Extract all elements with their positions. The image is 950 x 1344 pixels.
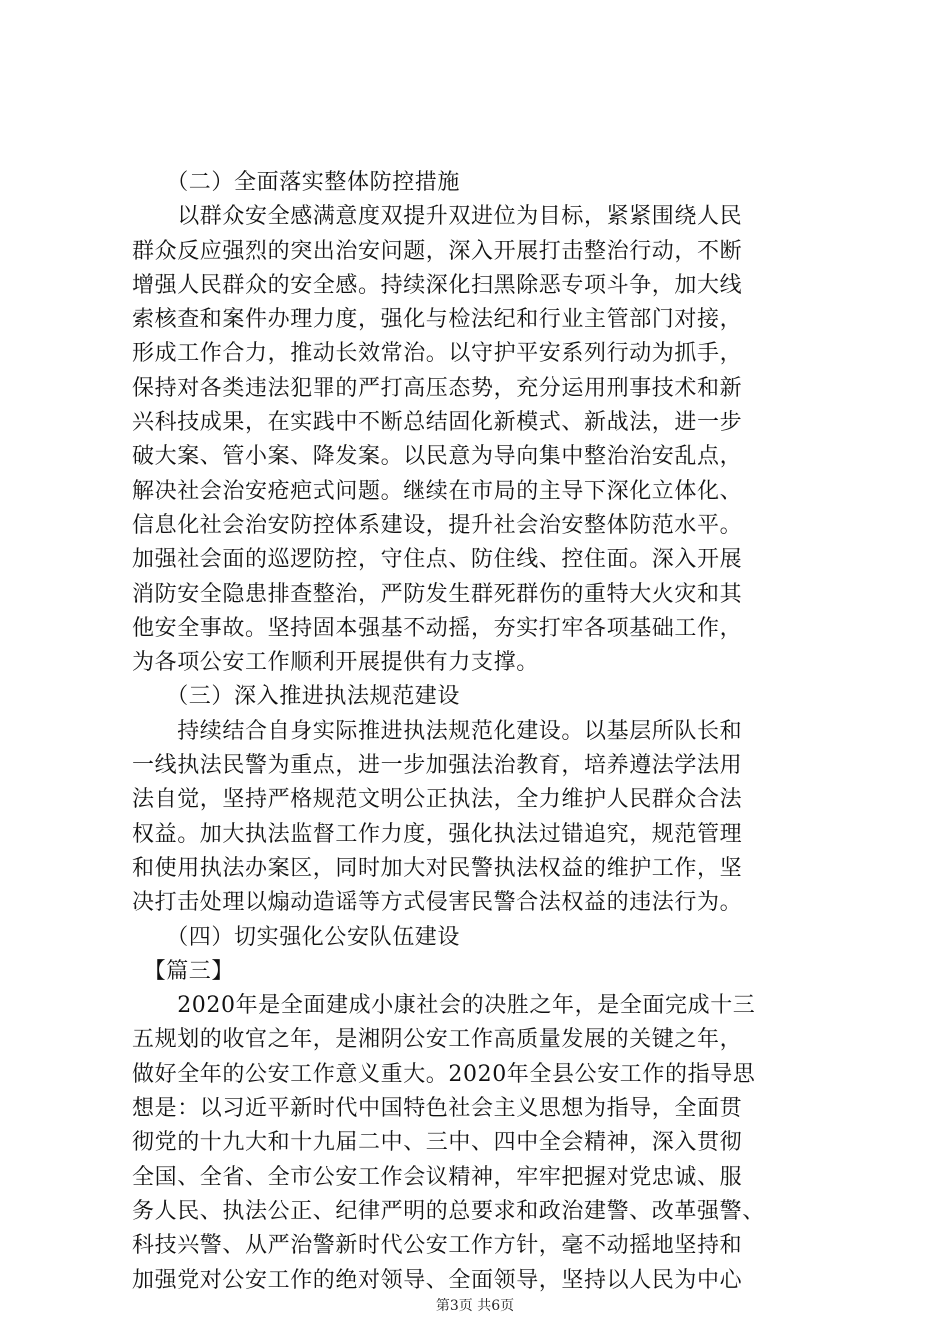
text-line: 做好全年的公安工作意义重大。2020年全县公安工作的指导思 xyxy=(132,1061,756,1087)
text-line: 科技兴警、从严治警新时代公安工作方针，毫不动摇地坚持和 xyxy=(132,1233,743,1259)
text-line: 彻党的十九大和十九届二中、三中、四中全会精神，深入贯彻 xyxy=(132,1130,743,1156)
text-line: 权益。加大执法监督工作力度，强化执法过错追究，规范管理 xyxy=(132,821,743,847)
page-footer: 第3页 共6页 xyxy=(435,1298,515,1314)
text-line: 形成工作合力，推动长效常治。以守护平安系列行动为抓手， xyxy=(132,341,743,367)
text-line: 想是：以习近平新时代中国特色社会主义思想为指导，全面贯 xyxy=(132,1096,743,1122)
text-line: 一线执法民警为重点，进一步加强法治教育，培养遵法学法用 xyxy=(132,753,743,779)
text-line: 持续结合自身实际推进执法规范化建设。以基层所队长和 xyxy=(132,718,743,744)
text-line: 决打击处理以煽动造谣等方式侵害民警合法权益的违法行为。 xyxy=(132,890,743,916)
text-line: 增强人民群众的安全感。持续深化扫黑除恶专项斗争，加大线 xyxy=(132,272,743,298)
text-line: 群众反应强烈的突出治安问题，深入开展打击整治行动，不断 xyxy=(132,238,743,264)
text-line: 破大案、管小案、降发案。以民意为导向集中整治治安乱点， xyxy=(132,444,743,470)
text-line: 兴科技成果，在实践中不断总结固化新模式、新战法，进一步 xyxy=(132,410,743,436)
text-line: 消防安全隐患排查整治，严防发生群死群伤的重特大火灾和其 xyxy=(132,581,743,607)
text-line: 五规划的收官之年，是湘阴公安工作高质量发展的关键之年， xyxy=(132,1027,743,1053)
text-line: （三）深入推进执法规范建设 xyxy=(132,684,461,710)
text-line: 和使用执法办案区，同时加大对民警执法权益的维护工作，坚 xyxy=(132,855,743,881)
text-line: 【篇三】 xyxy=(132,958,235,984)
text-line: 他安全事故。坚持固本强基不动摇，夯实打牢各项基础工作， xyxy=(132,615,743,641)
text-line: 保持对各类违法犯罪的严打高压态势，充分运用刑事技术和新 xyxy=(132,375,743,401)
text-line: 加强党对公安工作的绝对领导、全面领导，坚持以人民为中心 xyxy=(132,1267,743,1293)
text-line: 信息化社会治安防控体系建设，提升社会治安整体防范水平。 xyxy=(132,512,743,538)
text-line: 法自觉，坚持严格规范文明公正执法，全力维护人民群众合法 xyxy=(132,787,743,813)
text-line: 加强社会面的巡逻防控，守住点、防住线、控住面。深入开展 xyxy=(132,547,743,573)
text-line: 解决社会治安疮疤式问题。继续在市局的主导下深化立体化、 xyxy=(132,478,743,504)
text-line: 2020年是全面建成小康社会的决胜之年，是全面完成十三 xyxy=(132,993,756,1019)
text-line: 索核查和案件办理力度，强化与检法纪和行业主管部门对接， xyxy=(132,307,743,333)
text-line: 为各项公安工作顺利开展提供有力支撑。 xyxy=(132,650,539,676)
text-line: 全国、全省、全市公安工作会议精神，牢牢把握对党忠诚、服 xyxy=(132,1164,743,1190)
document-body xyxy=(132,166,832,1298)
text-line: 以群众安全感满意度双提升双进位为目标，紧紧围绕人民 xyxy=(132,204,743,230)
text-line: （四）切实强化公安队伍建设 xyxy=(132,924,461,950)
text-line: （二）全面落实整体防控措施 xyxy=(132,170,461,195)
text-line: 务人民、执法公正、纪律严明的总要求和政治建警、改革强警、 xyxy=(132,1198,765,1224)
